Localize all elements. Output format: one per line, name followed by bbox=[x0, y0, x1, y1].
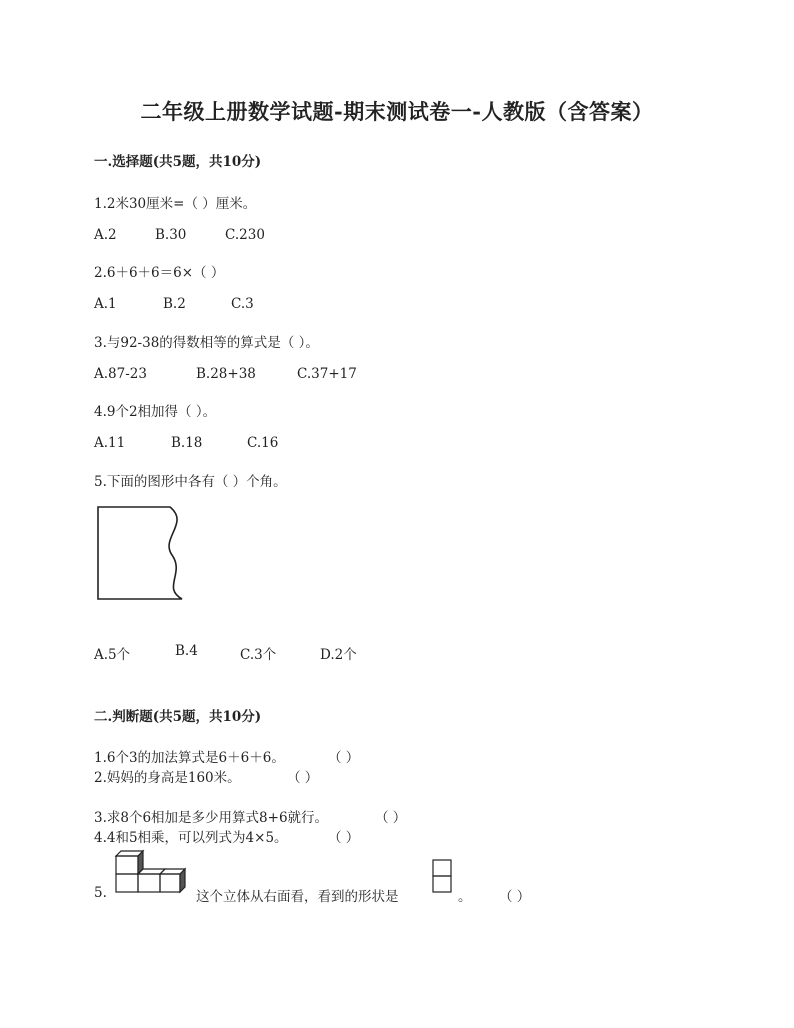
question-2-2: 2.妈妈的身高是160米。 bbox=[94, 770, 241, 786]
option-c: C.3 bbox=[231, 296, 254, 312]
option-b: B.18 bbox=[171, 435, 203, 451]
option-a: A.1 bbox=[94, 296, 117, 312]
wavy-shape-figure bbox=[90, 503, 200, 607]
answer-paren: （ ） bbox=[499, 889, 531, 905]
question-2-5-number: 5. bbox=[94, 885, 107, 901]
question-2-3: 3.求8个6相加是多少用算式8+6就行。 bbox=[94, 810, 329, 826]
option-c: C.3个 bbox=[240, 647, 277, 663]
option-a: A.5个 bbox=[94, 647, 131, 663]
side-view-figure bbox=[431, 858, 455, 896]
option-b: B.2 bbox=[163, 296, 186, 312]
option-a: A.87-23 bbox=[94, 366, 147, 382]
answer-paren: （ ） bbox=[287, 770, 319, 786]
page-title: 二年级上册数学试题-期末测试卷一-人教版（含答案） bbox=[140, 99, 654, 124]
option-d: D.2个 bbox=[320, 647, 357, 663]
option-c: C.16 bbox=[247, 435, 279, 451]
answer-paren: （ ） bbox=[328, 750, 360, 766]
section-heading-choice: 一.选择题(共5题，共10分) bbox=[94, 154, 262, 170]
option-c: C.37+17 bbox=[297, 366, 357, 382]
question-1-2: 2.6＋6＋6＝6×（ ） bbox=[94, 265, 225, 281]
question-2-4: 4.4和5相乘，可以列式为4×5。 bbox=[94, 830, 288, 846]
option-a: A.11 bbox=[94, 435, 126, 451]
question-1-3: 3.与92-38的得数相等的算式是（ ）。 bbox=[94, 335, 319, 351]
section-heading-judge: 二.判断题(共5题，共10分) bbox=[94, 709, 262, 725]
option-a: A.2 bbox=[94, 227, 117, 243]
option-b: B.30 bbox=[155, 227, 187, 243]
option-b: B.4 bbox=[175, 643, 198, 659]
question-2-5-period: 。 bbox=[458, 889, 472, 905]
answer-paren: （ ） bbox=[328, 830, 360, 846]
question-2-5: 这个立体从右面看，看到的形状是 bbox=[196, 889, 399, 905]
question-1-4: 4.9个2相加得（ ）。 bbox=[94, 404, 217, 420]
question-1-1: 1.2米30厘米=（ ）厘米。 bbox=[94, 196, 257, 212]
answer-paren: （ ） bbox=[375, 810, 407, 826]
question-1-5: 5.下面的图形中各有（ ）个角。 bbox=[94, 474, 287, 490]
option-b: B.28+38 bbox=[196, 366, 256, 382]
cube-stack-figure bbox=[112, 848, 186, 896]
question-2-1: 1.6个3的加法算式是6＋6＋6。 bbox=[94, 750, 285, 766]
option-c: C.230 bbox=[225, 227, 265, 243]
